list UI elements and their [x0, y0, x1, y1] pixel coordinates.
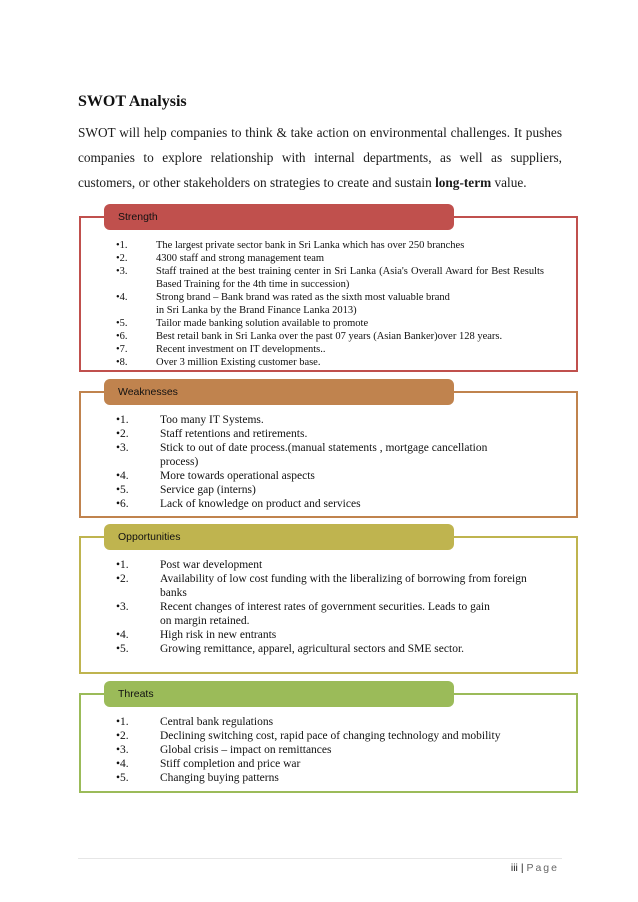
list-item: •4. Strong brand – Bank brand was rated as the sixth most valuable brand in Sri Lanka by the Brand Finance Lanka 2013) — [116, 292, 450, 316]
list-item: •4. Stiff completion and price war — [116, 758, 301, 770]
list-item: •1. Too many IT Systems. — [116, 414, 264, 426]
footer-divider — [78, 858, 562, 859]
list-item: •5. Tailor made banking solution available to promote — [116, 318, 369, 329]
opportunities-list — [116, 558, 544, 656]
strength-list — [116, 239, 544, 369]
intro-text-before: SWOT will help companies to think & take action on environmental challenges. It pushes companies to explore relationship with internal departments, as well as suppliers, customers, or other stakeholders on strategies to create and sustain — [78, 125, 562, 190]
list-item: •7. Recent investment on IT developments.. — [116, 344, 326, 355]
threats-label: Threats — [118, 688, 154, 700]
opportunities-tab — [104, 524, 454, 550]
list-item: •1. The largest private sector bank in Sri Lanka which has over 250 branches — [116, 240, 465, 251]
page-footer — [511, 862, 559, 874]
weaknesses-list — [116, 413, 516, 511]
list-item: •5. Changing buying patterns — [116, 772, 279, 784]
list-item: •3. Staff trained at the best training center in Sri Lanka (Asia's Overall Award for Best Results Based Training for the 4th time in succession) — [116, 266, 544, 290]
threats-list — [116, 715, 544, 785]
weaknesses-label: Weaknesses — [118, 386, 178, 398]
list-item: •2. Declining switching cost, rapid pace of changing technology and mobility — [116, 730, 501, 742]
list-item: •1. Central bank regulations — [116, 716, 274, 728]
list-item: •2. 4300 staff and strong management team — [116, 253, 325, 264]
strength-label: Strength — [118, 211, 158, 223]
page-title: SWOT Analysis — [78, 93, 187, 110]
list-item: •5. Growing remittance, apparel, agricultural sectors and SME sector. — [116, 643, 465, 655]
list-item: •6. Best retail bank in Sri Lanka over the past 07 years (Asian Banker)over 128 years. — [116, 331, 503, 342]
list-item: •4. High risk in new entrants — [116, 629, 277, 641]
list-item: •2. Staff retentions and retirements. — [116, 428, 308, 440]
list-item: •3. Global crisis – impact on remittances — [116, 744, 332, 756]
list-item: •4. More towards operational aspects — [116, 470, 315, 482]
list-item: •8. Over 3 million Existing customer base. — [116, 357, 321, 368]
list-item: •2. Availability of low cost funding with the liberalizing of borrowing from foreign banks — [116, 573, 527, 599]
list-item: •1. Post war development — [116, 559, 263, 571]
threats-tab — [104, 681, 454, 707]
opportunities-label: Opportunities — [118, 531, 181, 543]
page-word: Page — [526, 862, 559, 874]
footer-separator: | — [520, 862, 524, 874]
intro-paragraph — [78, 120, 562, 195]
weaknesses-tab — [104, 379, 454, 405]
list-item: •6. Lack of knowledge on product and services — [116, 498, 361, 510]
page-number: iii — [510, 862, 518, 874]
strength-tab — [104, 204, 454, 230]
intro-text-bold: long-term — [435, 175, 492, 190]
list-item: •3. Recent changes of interest rates of government securities. Leads to gain on margin retained. — [116, 601, 490, 627]
list-item: •5. Service gap (interns) — [116, 484, 256, 496]
list-item: •3. Stick to out of date process.(manual statements , mortgage cancellation process) — [116, 442, 488, 468]
intro-text-after: value. — [491, 175, 527, 190]
